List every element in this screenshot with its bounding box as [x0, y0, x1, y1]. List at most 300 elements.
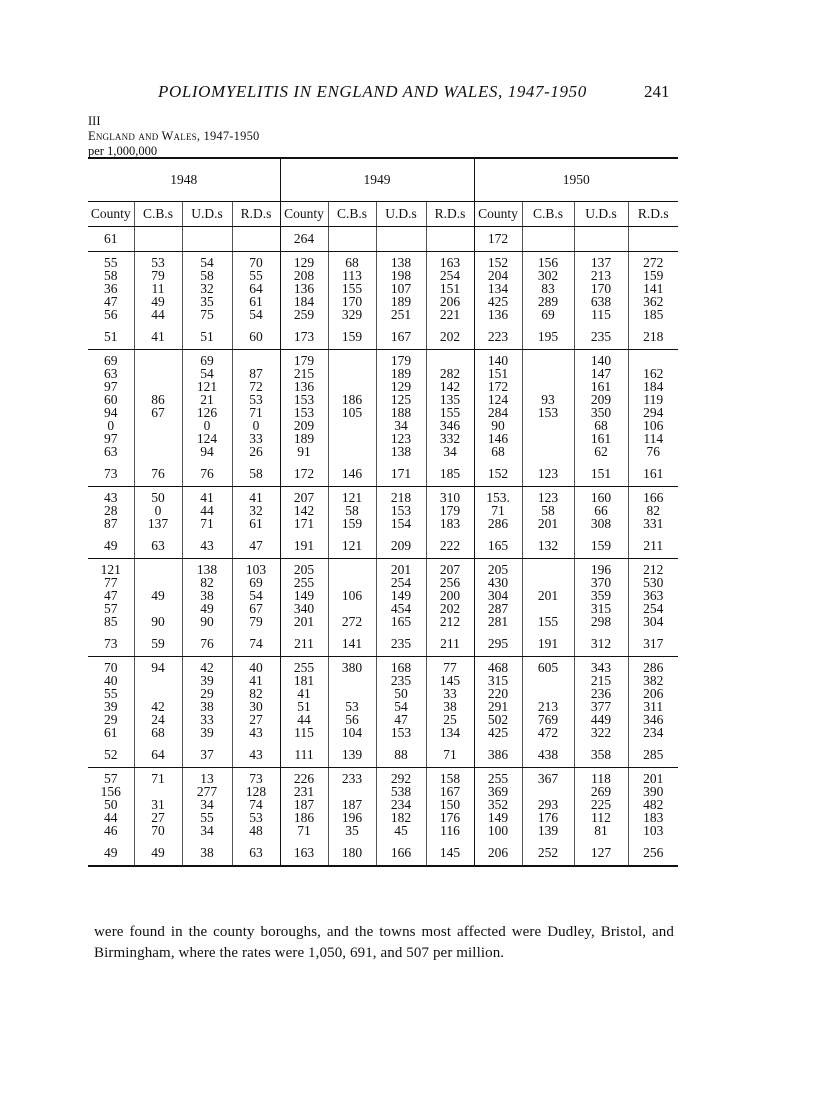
table-cell: [328, 432, 376, 445]
table-cell: 58: [522, 504, 574, 517]
table-cell: 100: [474, 824, 522, 841]
table-cell: 44: [280, 713, 328, 726]
table-cell: 69: [522, 308, 574, 325]
column-header: U.D.s: [182, 202, 232, 227]
table-cell: 39: [104, 699, 118, 714]
table-cell: 185: [628, 308, 678, 325]
group-total-cell: 211: [628, 534, 678, 559]
table-cell: 207: [426, 559, 474, 577]
table-cell: 41: [232, 487, 280, 505]
table-cell: 220: [474, 687, 522, 700]
table-cell: 113: [328, 269, 376, 282]
table-cell: 390: [628, 785, 678, 798]
table-cell: 282: [426, 367, 474, 380]
table-cell: 38: [182, 589, 232, 602]
table-cell: 70: [134, 824, 182, 841]
table-cell: 93: [522, 393, 574, 406]
table-cell: 64: [232, 282, 280, 295]
table-cell: 90: [474, 419, 522, 432]
table-cell: 123: [376, 432, 426, 445]
table-cell: 138: [376, 252, 426, 270]
table-cell: 212: [628, 559, 678, 577]
table-cell: [522, 674, 574, 687]
table-cell: 294: [628, 406, 678, 419]
group-total-cell: 438: [522, 743, 574, 768]
table-row: [88, 615, 678, 632]
table-cell: 207: [280, 487, 328, 505]
table-cell: 61: [232, 295, 280, 308]
group-total-cell: 74: [232, 632, 280, 657]
table-row: [88, 393, 678, 406]
table-cell: [522, 445, 574, 462]
table-cell: 189: [376, 367, 426, 380]
table-cell: 235: [376, 674, 426, 687]
table-cell: 115: [280, 726, 328, 743]
table-cell: 209: [280, 419, 328, 432]
table-cell: 106: [328, 589, 376, 602]
group-total-cell: 71: [426, 743, 474, 768]
table-row: [88, 768, 678, 786]
group-total-cell: 202: [426, 325, 474, 350]
table-cell: 39: [182, 726, 232, 743]
table-cell: 340: [280, 602, 328, 615]
running-title: POLIOMYELITIS IN ENGLAND AND WALES, 1947-1950: [158, 82, 587, 101]
group-total-cell: 185: [426, 462, 474, 487]
table-cell: 47: [104, 294, 118, 309]
group-total-cell: [376, 227, 426, 252]
table-cell: 256: [426, 576, 474, 589]
table-cell: [328, 674, 376, 687]
table-cell: 57: [104, 601, 118, 616]
group-total-cell: 111: [280, 743, 328, 768]
table-cell: 128: [232, 785, 280, 798]
table-row: [88, 657, 678, 675]
table-cell: 187: [328, 798, 376, 811]
table-row: [88, 726, 678, 743]
table-cell: 454: [376, 602, 426, 615]
column-header: County: [280, 202, 328, 227]
table-cell: 201: [280, 615, 328, 632]
table-cell: 159: [628, 269, 678, 282]
table-cell: 189: [376, 295, 426, 308]
group-total-cell: 173: [280, 325, 328, 350]
table-cell: 155: [426, 406, 474, 419]
table-cell: 34: [182, 824, 232, 841]
table-cell: 126: [182, 406, 232, 419]
table-cell: 79: [232, 615, 280, 632]
table-cell: 160: [574, 487, 628, 505]
table-cell: 134: [426, 726, 474, 743]
group-total-cell: 76: [182, 632, 232, 657]
table-cell: 155: [522, 615, 574, 632]
group-total-cell: 139: [328, 743, 376, 768]
table-cell: 0: [134, 504, 182, 517]
table-cell: 104: [328, 726, 376, 743]
group-total-cell: 180: [328, 841, 376, 866]
column-header: C.B.s: [522, 202, 574, 227]
table-cell: 82: [232, 687, 280, 700]
table-cell: 352: [474, 798, 522, 811]
table-cell: 90: [182, 615, 232, 632]
table-cell: 134: [474, 282, 522, 295]
table-cell: 382: [628, 674, 678, 687]
table-cell: 234: [376, 798, 426, 811]
group-total-cell: 171: [376, 462, 426, 487]
table-cell: [328, 419, 376, 432]
column-header: R.D.s: [232, 202, 280, 227]
table-cell: 269: [574, 785, 628, 798]
table-cell: 140: [474, 350, 522, 368]
table-cell: 218: [376, 487, 426, 505]
table-cell: 209: [574, 393, 628, 406]
group-total-cell: 37: [182, 743, 232, 768]
table-cell: [522, 559, 574, 577]
group-total-cell: 166: [376, 841, 426, 866]
table-cell: 425: [474, 295, 522, 308]
table-cell: 254: [426, 269, 474, 282]
table-cell: [522, 419, 574, 432]
table-cell: 331: [628, 517, 678, 534]
table-row: [88, 295, 678, 308]
table-cell: 369: [474, 785, 522, 798]
running-head: [0, 82, 816, 106]
table-cell: 86: [134, 393, 182, 406]
table-cell: 142: [280, 504, 328, 517]
table-cell: 32: [232, 504, 280, 517]
table-cell: 67: [134, 406, 182, 419]
table-cell: 165: [376, 615, 426, 632]
table-cell: 42: [182, 657, 232, 675]
table-cell: 0: [232, 419, 280, 432]
table-cell: 343: [574, 657, 628, 675]
table-cell: 42: [134, 700, 182, 713]
table-cell: 255: [280, 657, 328, 675]
table-cell: 121: [182, 380, 232, 393]
table-row: [88, 367, 678, 380]
group-total-cell: 235: [574, 325, 628, 350]
table-cell: 332: [426, 432, 474, 445]
table-row: [88, 380, 678, 393]
table-cell: 21: [182, 393, 232, 406]
table-cell: 153: [522, 406, 574, 419]
table-cell: 54: [232, 308, 280, 325]
group-total-cell: 52: [88, 743, 134, 768]
table-row: [88, 674, 678, 687]
table-cell: 46: [104, 823, 118, 838]
table-cell: 44: [134, 308, 182, 325]
group-total-cell: 76: [182, 462, 232, 487]
table-cell: 61: [232, 517, 280, 534]
table-cell: [328, 445, 376, 462]
table-title: England and Wales, 1947-1950: [88, 129, 260, 143]
table-cell: 29: [182, 687, 232, 700]
table-cell: [134, 445, 182, 462]
table-cell: 158: [426, 768, 474, 786]
table-cell: 79: [134, 269, 182, 282]
table-cell: 145: [426, 674, 474, 687]
table-row: [88, 602, 678, 615]
group-total-cell: 64: [134, 743, 182, 768]
table-cell: 63: [104, 444, 118, 459]
group-total-cell: [182, 227, 232, 252]
group-total-cell: 358: [574, 743, 628, 768]
table-row: [88, 811, 678, 824]
table-cell: 71: [134, 768, 182, 786]
table-cell: 287: [474, 602, 522, 615]
table-cell: 115: [574, 308, 628, 325]
table-cell: 138: [182, 559, 232, 577]
group-total-cell: 43: [182, 534, 232, 559]
table-cell: 35: [182, 295, 232, 308]
table-cell: 54: [182, 367, 232, 380]
table-cell: 53: [232, 393, 280, 406]
table-row: [88, 445, 678, 462]
group-total-row: [88, 462, 678, 487]
group-total-cell: 60: [232, 325, 280, 350]
table-cell: 153: [376, 504, 426, 517]
table-cell: 205: [280, 559, 328, 577]
table-cell: 182: [376, 811, 426, 824]
table-cell: 124: [474, 393, 522, 406]
table-cell: 277: [182, 785, 232, 798]
table-cell: 121: [328, 487, 376, 505]
group-total-cell: 165: [474, 534, 522, 559]
table-cell: 156: [100, 784, 121, 799]
group-total-cell: 317: [628, 632, 678, 657]
table-cell: 103: [232, 559, 280, 577]
table-cell: 91: [280, 445, 328, 462]
table-cell: [522, 367, 574, 380]
table-cell: 97: [104, 431, 118, 446]
table-cell: 123: [522, 487, 574, 505]
table-cell: 226: [280, 768, 328, 786]
table-row: [88, 713, 678, 726]
table-cell: 184: [280, 295, 328, 308]
table-caption: [88, 114, 259, 159]
table-cell: 116: [426, 824, 474, 841]
table-cell: 72: [232, 380, 280, 393]
group-total-cell: 312: [574, 632, 628, 657]
table-cell: 118: [574, 768, 628, 786]
table-cell: 286: [628, 657, 678, 675]
table-cell: 215: [574, 674, 628, 687]
body-paragraph: were found in the county boroughs, and the towns most affected were Dudley, Bristol, and Birmingham, where the rates were 1,050, 691, and 507 per million.: [94, 924, 674, 961]
group-total-cell: 222: [426, 534, 474, 559]
table-cell: 56: [104, 307, 118, 322]
table-cell: 41: [232, 674, 280, 687]
table-cell: 27: [134, 811, 182, 824]
table-cell: 53: [328, 700, 376, 713]
table-cell: 74: [232, 798, 280, 811]
table-cell: 137: [574, 252, 628, 270]
group-total-cell: 206: [474, 841, 522, 866]
table-cell: 196: [574, 559, 628, 577]
table-cell: 33: [182, 713, 232, 726]
table-cell: 38: [426, 700, 474, 713]
table-cell: 367: [522, 768, 574, 786]
table-cell: 49: [134, 295, 182, 308]
table-cell: 55: [232, 269, 280, 282]
table-cell: 184: [628, 380, 678, 393]
table-cell: 114: [628, 432, 678, 445]
table-row: [88, 824, 678, 841]
table-cell: 39: [182, 674, 232, 687]
group-total-cell: 59: [134, 632, 182, 657]
table-cell: 605: [522, 657, 574, 675]
group-total-cell: [522, 227, 574, 252]
table-cell: 142: [426, 380, 474, 393]
group-total-cell: 218: [628, 325, 678, 350]
table-row: [88, 798, 678, 811]
table-cell: 137: [134, 517, 182, 534]
group-total-cell: [426, 227, 474, 252]
table-cell: 153: [280, 406, 328, 419]
table-cell: 24: [134, 713, 182, 726]
table-cell: 172: [474, 380, 522, 393]
group-total-cell: 151: [574, 462, 628, 487]
table-cell: 26: [232, 445, 280, 462]
table-cell: 272: [628, 252, 678, 270]
table-cell: 34: [426, 445, 474, 462]
table-cell: 298: [574, 615, 628, 632]
column-header: U.D.s: [574, 202, 628, 227]
column-header: C.B.s: [328, 202, 376, 227]
table-cell: 58: [104, 268, 118, 283]
table-cell: 530: [628, 576, 678, 589]
table-cell: 149: [376, 589, 426, 602]
table-cell: 449: [574, 713, 628, 726]
table-cell: 181: [280, 674, 328, 687]
table-cell: 151: [426, 282, 474, 295]
table-cell: 94: [134, 657, 182, 675]
table-cell: 152: [474, 252, 522, 270]
table-row: [88, 432, 678, 445]
table-cell: 38: [182, 700, 232, 713]
table-cell: 138: [376, 445, 426, 462]
table-cell: 129: [280, 252, 328, 270]
group-total-row: [88, 227, 678, 252]
group-total-cell: 211: [280, 632, 328, 657]
table-cell: 140: [574, 350, 628, 368]
group-total-cell: [232, 227, 280, 252]
table-row: [88, 687, 678, 700]
table-cell: 30: [232, 700, 280, 713]
table-cell: 141: [628, 282, 678, 295]
group-total-cell: 195: [522, 325, 574, 350]
table-cell: 146: [474, 432, 522, 445]
table-cell: 171: [280, 517, 328, 534]
table-cell: 11: [134, 282, 182, 295]
table-cell: 151: [474, 367, 522, 380]
column-header: C.B.s: [134, 202, 182, 227]
table-cell: 70: [104, 660, 118, 675]
table-cell: 50: [104, 797, 118, 812]
group-total-cell: 49: [134, 841, 182, 866]
table-cell: 49: [134, 589, 182, 602]
year-header-row: [88, 159, 678, 202]
table-cell: 62: [574, 445, 628, 462]
table-cell: 31: [134, 798, 182, 811]
table-cell: 468: [474, 657, 522, 675]
table-row: [88, 487, 678, 505]
table-cell: 77: [104, 575, 118, 590]
table-cell: 231: [280, 785, 328, 798]
table-cell: 149: [474, 811, 522, 824]
table-cell: 186: [328, 393, 376, 406]
table-cell: 69: [182, 350, 232, 368]
table-cell: 188: [376, 406, 426, 419]
group-total-cell: 76: [134, 462, 182, 487]
table-cell: 53: [134, 252, 182, 270]
table-row: [88, 406, 678, 419]
table-row: [88, 589, 678, 602]
table-cell: 329: [328, 308, 376, 325]
group-total-cell: 49: [88, 841, 134, 866]
table-cell: 33: [232, 432, 280, 445]
table-cell: 136: [280, 282, 328, 295]
table-cell: 45: [376, 824, 426, 841]
table-cell: 377: [574, 700, 628, 713]
table-cell: 254: [628, 602, 678, 615]
table-cell: 68: [574, 419, 628, 432]
table-cell: 34: [182, 798, 232, 811]
table-cell: 289: [522, 295, 574, 308]
table-cell: 73: [232, 768, 280, 786]
table-cell: 54: [232, 589, 280, 602]
table-cell: 76: [628, 445, 678, 462]
table-cell: [628, 350, 678, 368]
table-cell: 161: [574, 380, 628, 393]
table-cell: 69: [104, 353, 118, 368]
table-cell: 60: [104, 392, 118, 407]
table-cell: 179: [376, 350, 426, 368]
group-total-cell: 58: [232, 462, 280, 487]
table-cell: 43: [232, 726, 280, 743]
table-cell: 54: [182, 252, 232, 270]
table-cell: 200: [426, 589, 474, 602]
table-cell: 139: [522, 824, 574, 841]
column-header: County: [88, 202, 134, 227]
table-cell: 68: [328, 252, 376, 270]
group-total-cell: 51: [182, 325, 232, 350]
table-cell: 44: [182, 504, 232, 517]
table-cell: 70: [232, 252, 280, 270]
table-cell: 201: [376, 559, 426, 577]
table-cell: 43: [104, 490, 118, 505]
group-total-cell: 211: [426, 632, 474, 657]
table-cell: 234: [628, 726, 678, 743]
table-label: III: [88, 114, 101, 128]
table-cell: 54: [376, 700, 426, 713]
table-cell: 27: [232, 713, 280, 726]
table-cell: 125: [376, 393, 426, 406]
table-cell: 47: [104, 588, 118, 603]
table-cell: 154: [376, 517, 426, 534]
table-cell: 28: [104, 503, 118, 518]
year-header: 1949: [280, 159, 474, 202]
table-cell: 0: [107, 418, 115, 433]
table-cell: 71: [232, 406, 280, 419]
group-total-cell: 252: [522, 841, 574, 866]
table-cell: [328, 350, 376, 368]
table-row: [88, 517, 678, 534]
group-total-cell: 256: [628, 841, 678, 866]
table-cell: 206: [426, 295, 474, 308]
group-total-cell: 295: [474, 632, 522, 657]
table-cell: 153: [376, 726, 426, 743]
group-total-cell: 264: [280, 227, 328, 252]
table-cell: 251: [376, 308, 426, 325]
